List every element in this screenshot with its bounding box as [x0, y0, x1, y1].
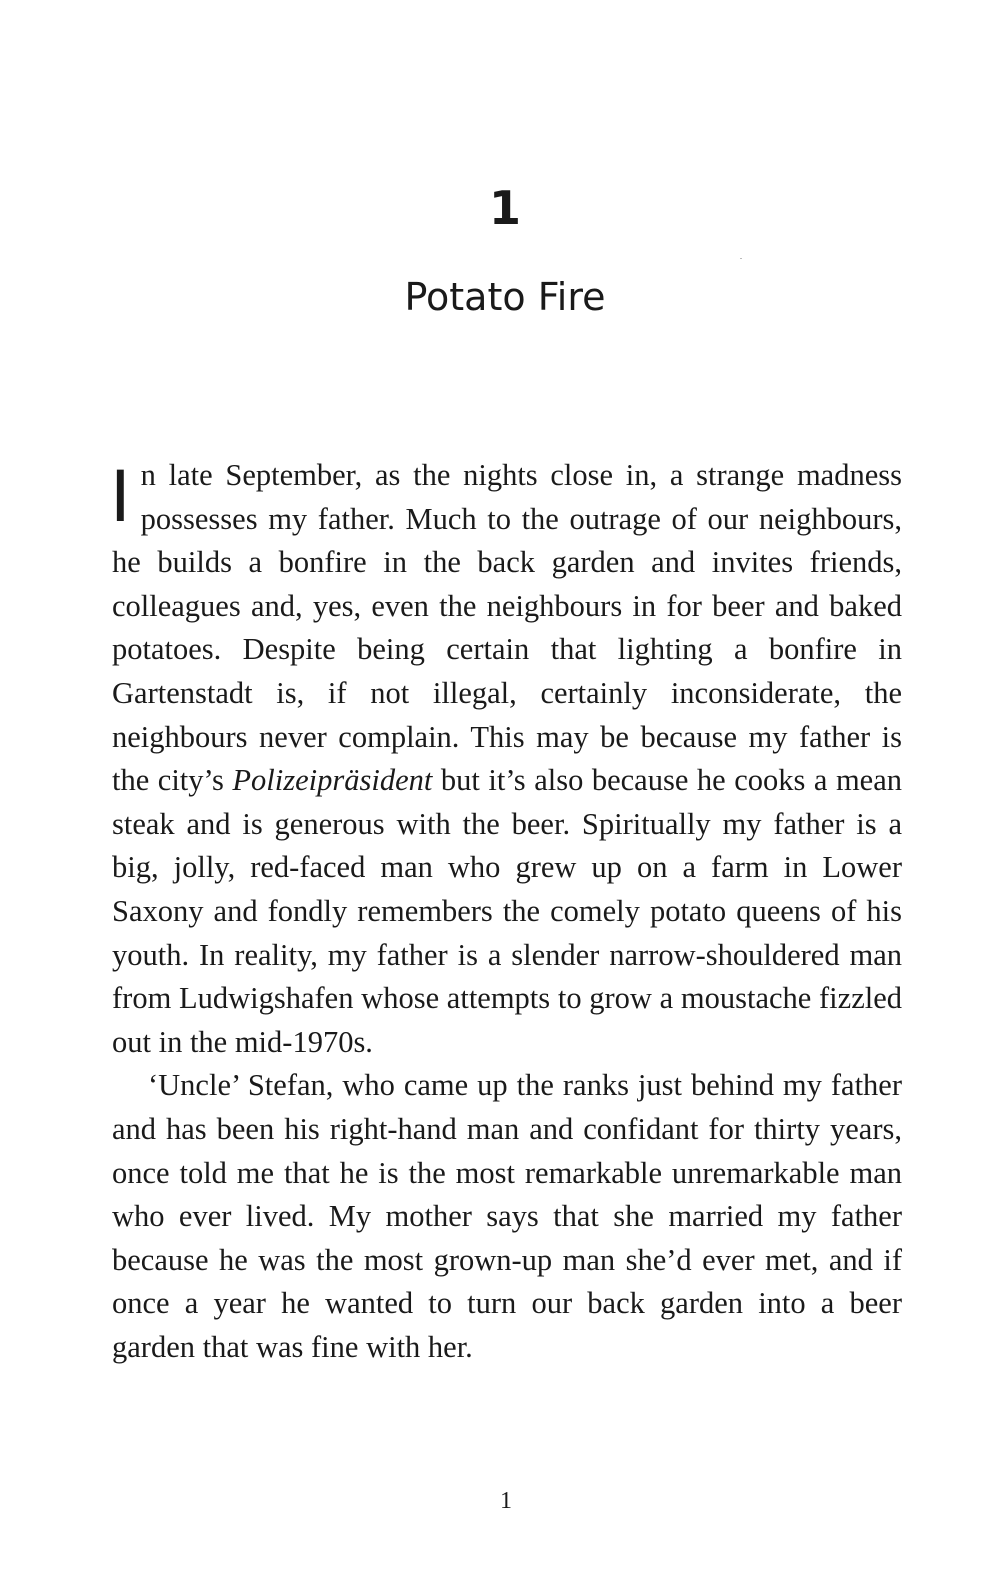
drop-cap: I: [110, 456, 131, 538]
chapter-body: [112, 454, 902, 1369]
paragraph-1-text-b: but it’s also because he cooks a mean steak and is generous with the beer. Spiritually my father is a big, jolly, red-faced man who grew up on a farm in Lower Saxony and fondly remembers the comely potato queens of his youth. In reality, my father is a slender narrow-shouldered man from Ludwigshafen whose attempts to grow a moustache fizzled out in the mid-1970s.: [112, 763, 903, 1059]
paragraph-2: ‘Uncle’ Stefan, who came up the ranks just behind my father and has been his right-hand man and confidant for thirty years, once told me that he is the most remarkable unremarkable man who ever lived. My mother says that she married my father because he was the most grown-up man she’d ever met, and if once a year he wanted to turn our back garden into a beer garden that was fine with her.: [112, 1068, 902, 1364]
chapter-title: Potato Fire: [404, 275, 606, 319]
paragraph-1: [112, 454, 902, 1064]
print-speck: [740, 258, 742, 259]
emphasis-polizeiprasident: Polizeipräsident: [232, 763, 433, 798]
chapter-number: 1: [488, 181, 521, 235]
paragraph-1-text-a: n late September, as the nights close in, a strange madness possesses my father. Much to the outrage of our neighbours, he builds a bonfire in the back garden and invites friends, colleagues and, yes, even the neighbours in for beer and baked potatoes. Despite being certain that lighting a bonfire in Gartenstadt is, if not illegal, certainly inconsiderate, the neighbours never complain. This may be because my father is the city’s: [112, 458, 902, 798]
page-number: 1: [500, 1488, 512, 1514]
